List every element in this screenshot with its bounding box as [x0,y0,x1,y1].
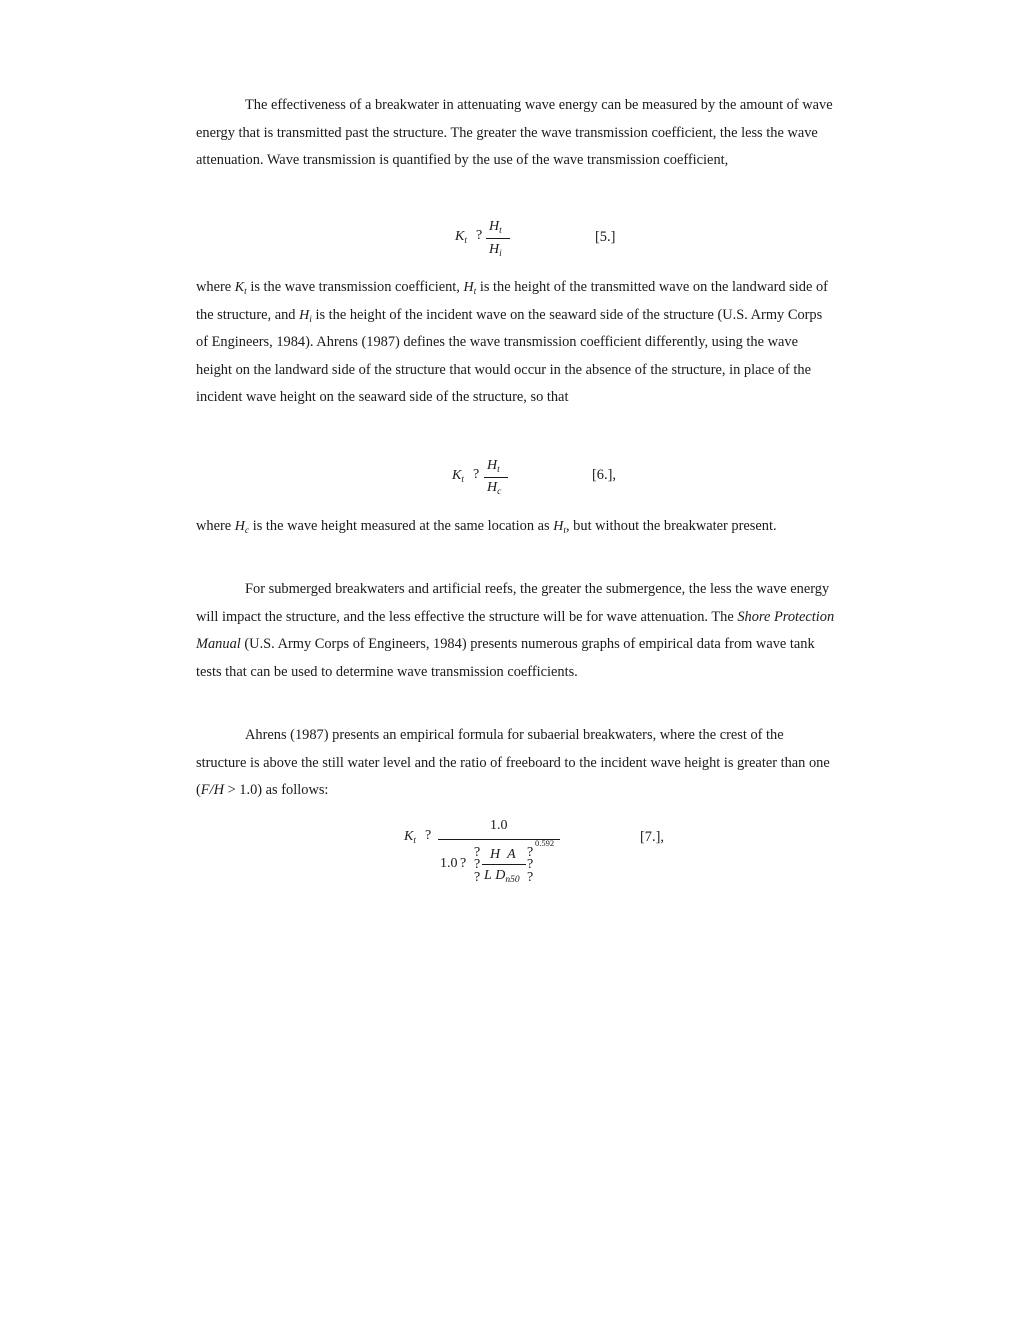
eq6-k: K [452,468,462,483]
eq7-k: K [404,829,414,844]
eq6-numerator: $H_t$ [487,458,500,475]
document-page: The effectiveness of a breakwater in attenuating wave energy can be measured by the amount of wave energy that is transmitted past the structure. The greater the wave transmission coefficient, the less the wave attenuation. Wave transmission is quantified by the use of the wave transmission coefficient, $K_t$ ? $H_t$ $H_i$ [5.] where $K_t$ is the wave transmission coefficient, $H_t$ is the height of the transmitted wave on the landward side of the structure, and $H_i$ is the height of the incident wave on the seaward side of the structure (U.S. Army Corps of Engineers, 1984). Ahrens (1987) defines the wave transmission coefficient differently, using the wave height on the landward side of the structure that would occur in the absence of the structure, in place of the incident wave height on the seaward side of the structure, so that $K_t$ ? $H_t$ $H_c$ [6.], where $H_c$ is the wave height measured at the same location as $H_t$, but without the breakwater present. For submerged breakwaters and artificial reefs, the greater the submergence, the less the wave energy will impact the structure, and the less effective the structure will be for wave attenuation. The Shore Protection Manual (U.S. Army Corps of Engineers, 1984) presents numerous graphs of empirical data from wave tank tests that can be used to determine wave transmission coefficients. Ahrens (1987) presents an empirical formula for subaerial breakwaters, where the crest of the structure is above the still water level and the ratio of freeboard to the incident wave height is greater than one (F/H > 1.0) as follows: $K_t$ ? 1.0 0.592 1.0 ? ? ? ? ? ? ? H A L $D_{n50}$ [7.], [0,0,1020,1320]
eq7-number: [7.], [640,829,664,845]
eq5-fraction-line [486,238,510,239]
eq7-inner-numerator: H A [490,847,516,862]
eq7-bracket-mid-right: ? [527,857,534,872]
eq7-operator: ? [425,828,432,843]
eq7-bracket-top-left: ? [474,845,481,860]
eq7-denominator-one: 1.0 [440,856,458,871]
eq5-denominator: $H_i$ [489,242,502,259]
eq7-numerator: 1.0 [490,818,508,833]
eq6-fraction-line [484,477,508,478]
eq5-number: [5.] [595,229,616,245]
eq7-bracket-bottom-left: ? [474,870,481,885]
eq7-bracket-mid-left: ? [474,857,481,872]
eq7-bracket-bottom-right: ? [527,870,534,885]
eq5-operator: ? [476,228,483,243]
eq5-numerator: $H_t$ [489,219,502,236]
paragraph-2: where $K_t$ is the wave transmission coefficient, $H_t$ is the height of the transmitted wave on the landward side of the structure, and $H_i$ is the height of the incident wave on the seaward side of the structure (U.S. Army Corps of Engineers, 1984). Ahrens (1987) defines the wave transmission coefficient differently, using the wave height on the landward side of the structure that would occur in the absence of the structure, in place of the incident wave height on the seaward side of the structure, so that [196,279,828,406]
eq7-inner-fraction-line [482,864,526,865]
eq7-exponent: 0.592 [535,838,555,848]
paragraph-1 [196,92,836,175]
book-title: Shore Protection Manual [196,608,835,653]
paragraph-5: Ahrens (1987) presents an empirical formula for subaerial breakwaters, where the crest of the structure is above the still water level and the ratio of freeboard to the incident wave height is greater than one (F/H > 1.0) as follows: [196,727,830,799]
eq7-denominator-operator: ? [460,856,467,871]
paragraph-3: where $H_c$ is the wave height measured at the same location as $H_t$, but without the breakwater present. [196,518,777,536]
ratio-f-h: F/H [200,782,224,799]
eq7-bracket-top-right: ? [527,845,534,860]
paragraph-1-text: The effectiveness of a breakwater in attenuating wave energy can be measured by the amount of wave energy that is transmitted past the structure. The greater the wave transmission coefficient, the less the wave attenuation. Wave transmission is quantified by the use of the wave transmission coefficient, [196,97,833,169]
eq6-operator: ? [473,467,480,482]
eq7-inner-denominator: L $D_{n50}$ [484,868,520,885]
eq6-number: [6.], [592,467,616,483]
eq5-k: K [455,229,465,244]
eq6-denominator: $H_c$ [487,480,502,497]
paragraph-4: For submerged breakwaters and artificial reefs, the greater the submergence, the less the wave energy will impact the structure, and the less effective the structure will be for wave attenuation. The Shore Protection Manual (U.S. Army Corps of Engineers, 1984) presents numerous graphs of empirical data from wave tank tests that can be used to determine wave transmission coefficients. [196,581,835,680]
